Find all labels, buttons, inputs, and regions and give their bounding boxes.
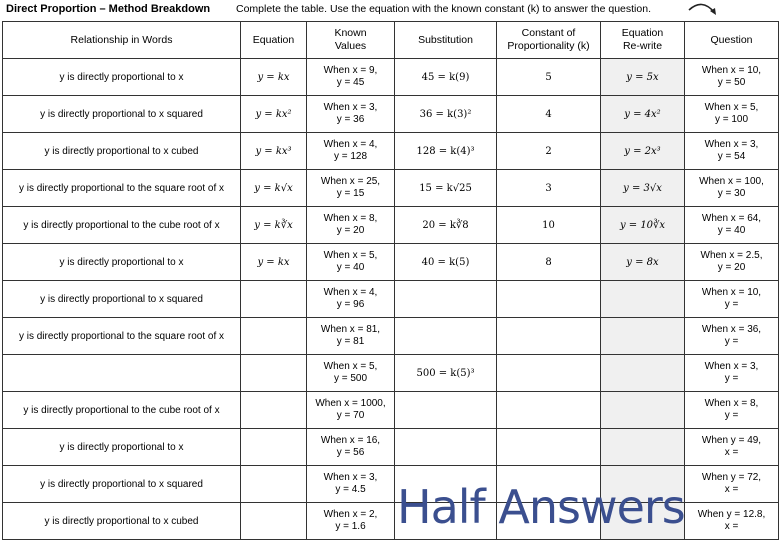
known-values-cell: When x = 1000, y = 70	[307, 392, 395, 429]
table-row	[3, 170, 779, 207]
substitution-cell: 20 = k∛8	[395, 207, 497, 244]
relationship-cell: y is directly proportional to x	[3, 59, 241, 96]
equation-cell: y = k√x	[241, 170, 307, 207]
rewrite-cell	[601, 429, 685, 466]
header-rewrite: Equation Re-write	[601, 22, 685, 59]
equation-cell: y = kx³	[241, 133, 307, 170]
known-values-cell: When x = 25, y = 15	[307, 170, 395, 207]
constant-cell: 3	[497, 170, 601, 207]
header-question: Question	[685, 22, 779, 59]
known-values-cell: When x = 8, y = 20	[307, 207, 395, 244]
constant-cell: 5	[497, 59, 601, 96]
constant-cell	[497, 281, 601, 318]
substitution-cell: 40 = k(5)	[395, 244, 497, 281]
constant-cell: 4	[497, 96, 601, 133]
rewrite-cell: y = 10∛x	[601, 207, 685, 244]
header-row	[3, 22, 779, 59]
table-row	[3, 392, 779, 429]
known-values-cell: When x = 3, y = 36	[307, 96, 395, 133]
substitution-cell	[395, 281, 497, 318]
relationship-cell: y is directly proportional to x cubed	[3, 503, 241, 540]
equation-cell	[241, 503, 307, 540]
known-values-cell: When x = 16, y = 56	[307, 429, 395, 466]
question-cell: When x = 5, y = 100	[685, 96, 779, 133]
relationship-cell: y is directly proportional to x	[3, 429, 241, 466]
header-constant: Constant of Proportionality (k)	[497, 22, 601, 59]
question-cell: When x = 64, y = 40	[685, 207, 779, 244]
substitution-cell: 500 = k(5)³	[395, 355, 497, 392]
question-cell: When x = 3, y =	[685, 355, 779, 392]
header-equation: Equation	[241, 22, 307, 59]
rewrite-cell	[601, 281, 685, 318]
question-cell: When x = 10, y = 50	[685, 59, 779, 96]
header-known-values: Known Values	[307, 22, 395, 59]
question-cell: When x = 8, y =	[685, 392, 779, 429]
known-values-cell: When x = 4, y = 96	[307, 281, 395, 318]
equation-cell	[241, 318, 307, 355]
question-cell: When x = 36, y =	[685, 318, 779, 355]
equation-cell	[241, 281, 307, 318]
question-cell: When y = 72, x =	[685, 466, 779, 503]
rewrite-cell: y = 3√x	[601, 170, 685, 207]
constant-cell	[497, 355, 601, 392]
table-row	[3, 281, 779, 318]
question-cell: When y = 49, x =	[685, 429, 779, 466]
question-cell: When x = 2.5, y = 20	[685, 244, 779, 281]
table-row	[3, 429, 779, 466]
constant-cell: 8	[497, 244, 601, 281]
page-title: Direct Proportion – Method Breakdown	[6, 3, 211, 15]
instruction-text: Complete the table. Use the equation with the known constant (k) to answer the question.	[236, 3, 651, 15]
relationship-cell: y is directly proportional to x	[3, 244, 241, 281]
table-row	[3, 96, 779, 133]
constant-cell: 10	[497, 207, 601, 244]
substitution-cell	[395, 318, 497, 355]
substitution-cell: 15 = k√25	[395, 170, 497, 207]
substitution-cell: 128 = k(4)³	[395, 133, 497, 170]
constant-cell	[497, 318, 601, 355]
known-values-cell: When x = 2, y = 1.6	[307, 503, 395, 540]
equation-cell	[241, 466, 307, 503]
constant-cell: 2	[497, 133, 601, 170]
table-body	[3, 59, 779, 540]
known-values-cell: When x = 3, y = 4.5	[307, 466, 395, 503]
relationship-cell: y is directly proportional to the cube root of x	[3, 392, 241, 429]
equation-cell: y = kx	[241, 244, 307, 281]
relationship-cell: y is directly proportional to x squared	[3, 466, 241, 503]
substitution-cell: 36 = k(3)²	[395, 96, 497, 133]
curved-arrow-icon	[686, 0, 720, 22]
known-values-cell: When x = 9, y = 45	[307, 59, 395, 96]
question-cell: When x = 3, y = 54	[685, 133, 779, 170]
constant-cell	[497, 392, 601, 429]
header-relationship: Relationship in Words	[3, 22, 241, 59]
relationship-cell: y is directly proportional to the cube root of x	[3, 207, 241, 244]
rewrite-cell: y = 8x	[601, 244, 685, 281]
relationship-cell: y is directly proportional to x squared	[3, 96, 241, 133]
relationship-cell: y is directly proportional to the square root of x	[3, 318, 241, 355]
relationship-cell: y is directly proportional to x cubed	[3, 133, 241, 170]
substitution-cell	[395, 392, 497, 429]
equation-cell: y = kx²	[241, 96, 307, 133]
relationship-cell: y is directly proportional to x squared	[3, 281, 241, 318]
half-answers-overlay: Half Answers	[397, 480, 685, 534]
rewrite-cell	[601, 392, 685, 429]
rewrite-cell: y = 2x³	[601, 133, 685, 170]
substitution-cell: 45 = k(9)	[395, 59, 497, 96]
equation-cell	[241, 429, 307, 466]
table-row	[3, 244, 779, 281]
table-row	[3, 133, 779, 170]
rewrite-cell	[601, 355, 685, 392]
question-cell: When y = 12.8, x =	[685, 503, 779, 540]
table-row	[3, 207, 779, 244]
table-row	[3, 355, 779, 392]
constant-cell	[497, 429, 601, 466]
equation-cell	[241, 355, 307, 392]
table-row	[3, 59, 779, 96]
rewrite-cell: y = 4x²	[601, 96, 685, 133]
table-row	[3, 318, 779, 355]
known-values-cell: When x = 5, y = 500	[307, 355, 395, 392]
known-values-cell: When x = 4, y = 128	[307, 133, 395, 170]
relationship-cell: y is directly proportional to the square root of x	[3, 170, 241, 207]
question-cell: When x = 100, y = 30	[685, 170, 779, 207]
substitution-cell	[395, 429, 497, 466]
known-values-cell: When x = 81, y = 81	[307, 318, 395, 355]
header-substitution: Substitution	[395, 22, 497, 59]
question-cell: When x = 10, y =	[685, 281, 779, 318]
equation-cell: y = kx	[241, 59, 307, 96]
equation-cell	[241, 392, 307, 429]
known-values-cell: When x = 5, y = 40	[307, 244, 395, 281]
relationship-cell	[3, 355, 241, 392]
rewrite-cell: y = 5x	[601, 59, 685, 96]
rewrite-cell	[601, 318, 685, 355]
proportion-table	[2, 21, 779, 540]
equation-cell: y = k∛x	[241, 207, 307, 244]
